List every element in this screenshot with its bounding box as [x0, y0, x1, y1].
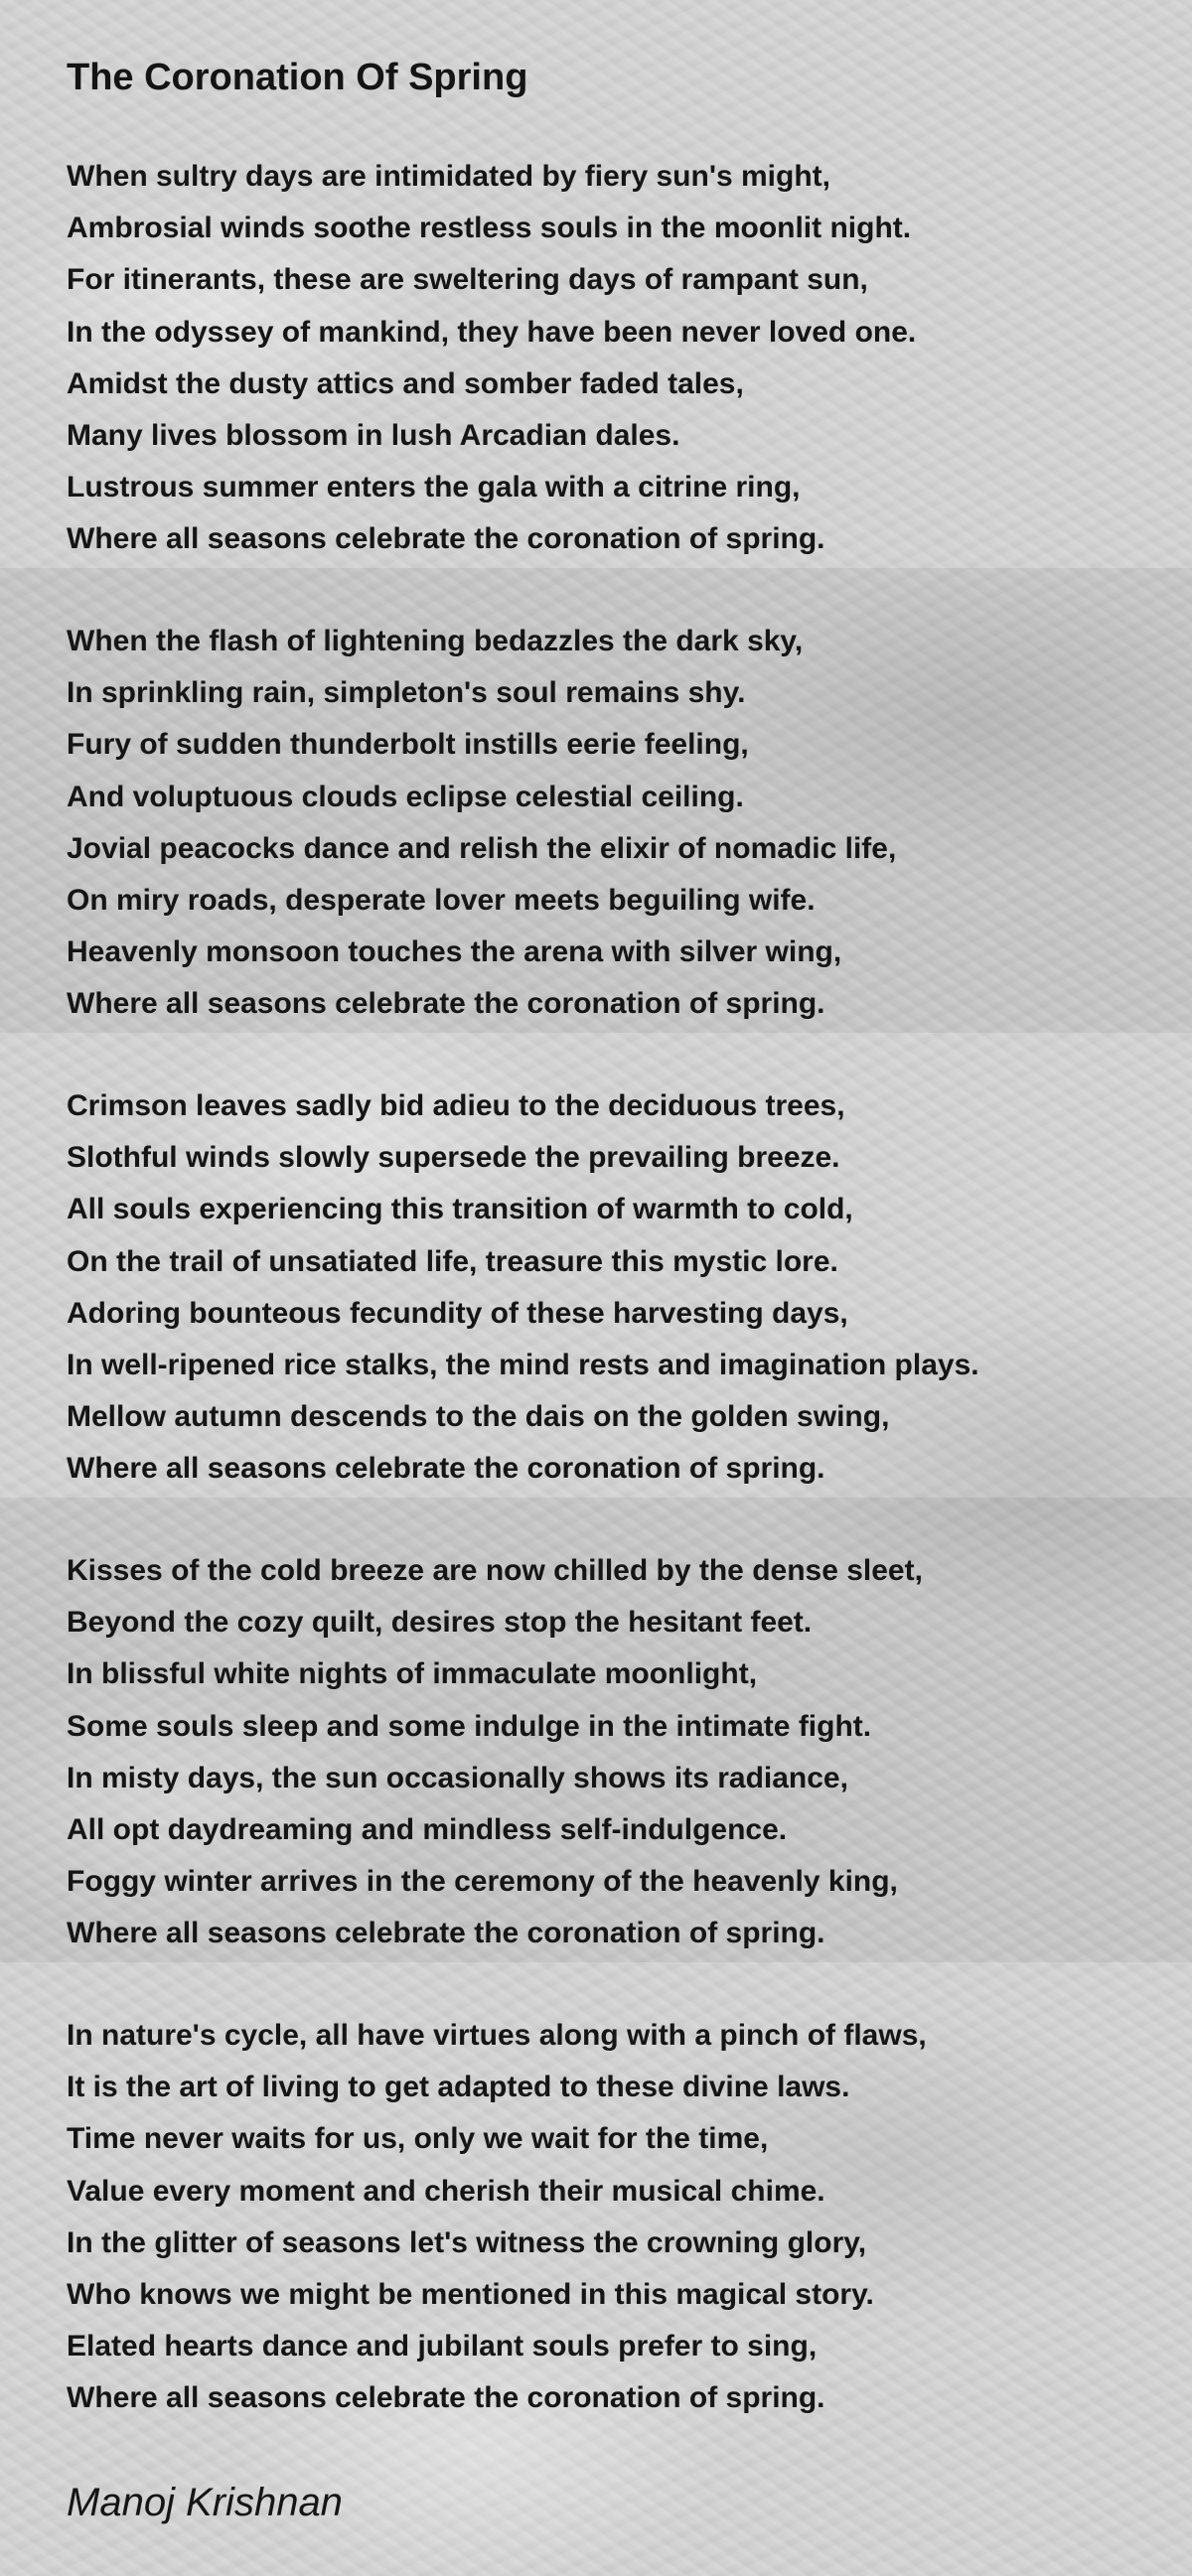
poem-line: Ambrosial winds soothe restless souls in the moonlit night. [67, 212, 912, 245]
poem-line: Crimson leaves sadly bid adieu to the deciduous trees, [67, 1089, 845, 1122]
poem-line: Slothful winds slowly supersede the prevailing breeze. [67, 1141, 840, 1175]
poem-line: Fury of sudden thunderbolt instills eerie feeling, [67, 728, 749, 762]
poem-line: Kisses of the cold breeze are now chilled by the dense sleet, [67, 1554, 923, 1587]
poem-line: When sultry days are intimidated by fiery sun's might, [67, 160, 830, 193]
poem-line: In nature's cycle, all have virtues along with a pinch of flaws, [67, 2019, 927, 2052]
poem-line: Lustrous summer enters the gala with a citrine ring, [67, 471, 801, 504]
poem-line: Adoring bounteous fecundity of these harvesting days, [67, 1296, 848, 1330]
poem-line: All souls experiencing this transition of warmth to cold, [67, 1193, 853, 1226]
poem-line: Where all seasons celebrate the coronation of spring. [67, 2381, 825, 2415]
poem-line: In blissful white nights of immaculate moonlight, [67, 1657, 758, 1691]
poem-line: Time never waits for us, only we wait for the time, [67, 2122, 769, 2156]
poem-line: In sprinkling rain, simpleton's soul remains shy. [67, 676, 746, 710]
poem-line: Mellow autumn descends to the dais on the golden swing, [67, 1400, 890, 1434]
poem-line: In misty days, the sun occasionally shows its radiance, [67, 1761, 848, 1794]
poem-line: Jovial peacocks dance and relish the elixir of nomadic life, [67, 831, 897, 865]
poem-line: It is the art of living to get adapted to these divine laws. [67, 2071, 850, 2104]
poem-line: Where all seasons celebrate the coronation of spring. [67, 1917, 825, 1950]
stanza-2 [67, 616, 896, 1031]
poem-line: Amidst the dusty attics and somber faded tales, [67, 366, 744, 400]
poem-line: Where all seasons celebrate the coronation of spring. [67, 1452, 825, 1486]
poem-line: On the trail of unsatiated life, treasure this mystic lore. [67, 1244, 838, 1278]
poem-line: Where all seasons celebrate the coronation of spring. [67, 522, 825, 556]
poem-line: And voluptuous clouds eclipse celestial ceiling. [67, 780, 744, 813]
poem-line: When the flash of lightening bedazzles the dark sky, [67, 625, 804, 657]
poem-title: The Coronation Of Spring [67, 57, 528, 98]
poem-line: In well-ripened rice stalks, the mind rests and imagination plays. [67, 1348, 979, 1381]
poem-line: In the glitter of seasons let's witness the crowning glory, [67, 2225, 867, 2259]
stanza-1 [67, 151, 916, 566]
poem-line: All opt daydreaming and mindless self-indulgence. [67, 1812, 788, 1846]
poem-line: Who knows we might be mentioned in this magical story. [67, 2277, 874, 2311]
poem-line: Elated hearts dance and jubilant souls prefer to sing, [67, 2330, 818, 2363]
poem-line: Many lives blossom in lush Arcadian dales. [67, 418, 680, 452]
poem-line: On miry roads, desperate lover meets beguiling wife. [67, 883, 816, 917]
poem-line: Value every moment and cherish their musical chime. [67, 2174, 825, 2208]
poem-line: Heavenly monsoon touches the arena with silver wing, [67, 935, 842, 969]
poem-line: Foggy winter arrives in the ceremony of the heavenly king, [67, 1865, 898, 1899]
stanza-4 [67, 1545, 923, 1960]
author-name: Manoj Krishnan [67, 2481, 343, 2524]
poem-line: For itinerants, these are sweltering days of rampant sun, [67, 263, 868, 297]
poem-line: In the odyssey of mankind, they have been never loved one. [67, 315, 917, 349]
stanza-3 [67, 1080, 979, 1496]
stanza-5 [67, 2010, 927, 2425]
poem-line: Some souls sleep and some indulge in the intimate fight. [67, 1709, 872, 1743]
poem-line: Where all seasons celebrate the coronation of spring. [67, 987, 825, 1021]
poem-line: Beyond the cozy quilt, desires stop the hesitant feet. [67, 1606, 813, 1640]
